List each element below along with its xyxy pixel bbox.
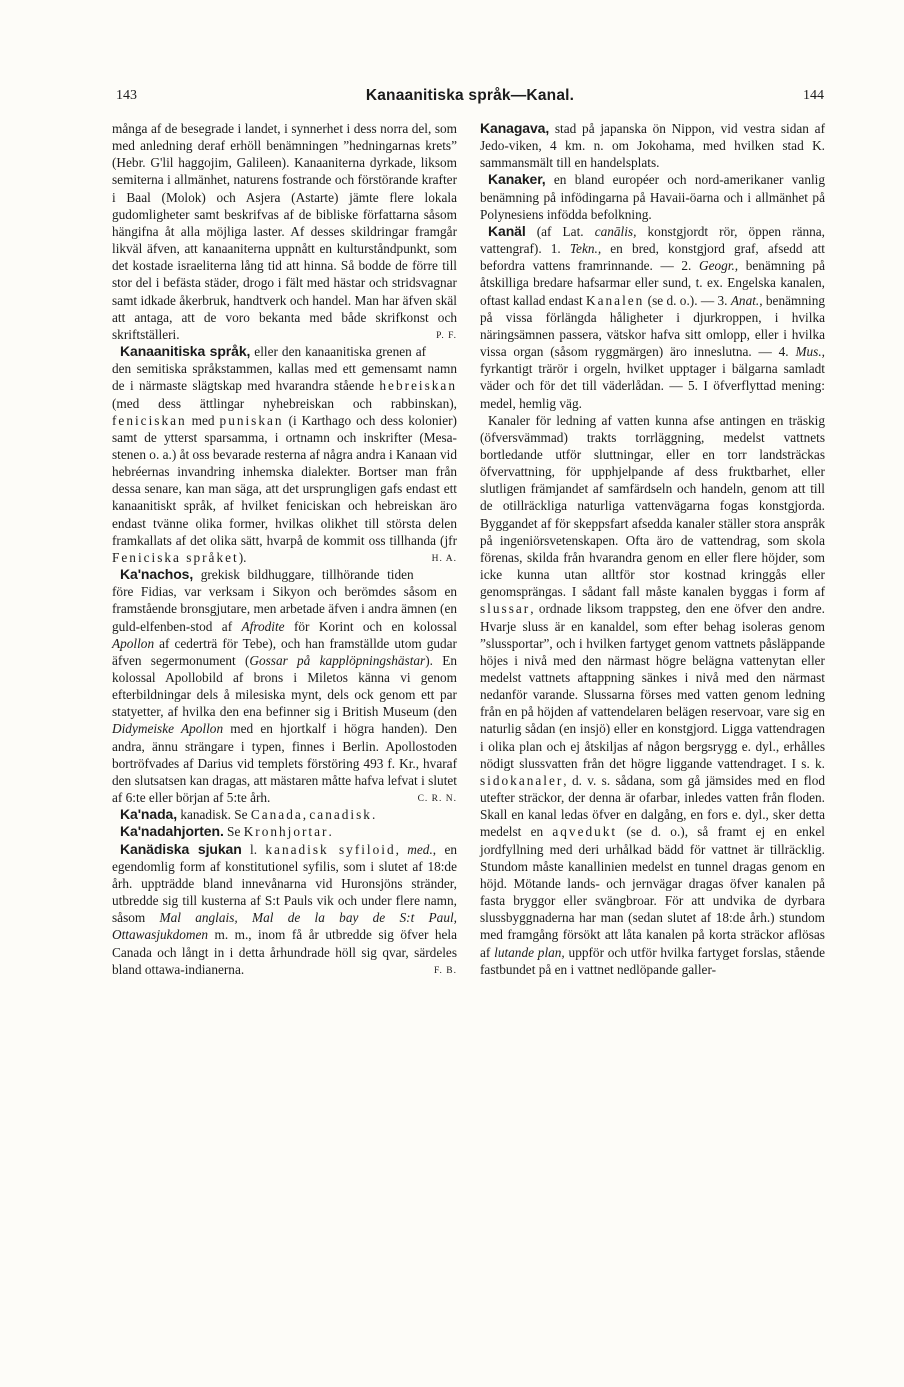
author-signature: H. A. (431, 553, 457, 564)
entry-kanadahjorten: Ka'nadahjorten. Se Kronhjortar. (120, 823, 332, 840)
entry-kanada: Ka'nada, kanadisk. Se Canada, canadisk. (120, 806, 376, 823)
cross-reference: Feniciska språket (112, 549, 239, 565)
entry-kanaaniter-continued: många af de besegrade i landet, i synnerhet i dess norra del, som med anledning deraf erhöll benämningen ”hedningarnas krets” (Hebr. G'lil haggojim, Galileen). Kanaaniterna dyrkade, liksom semiterna i allmänhet, naturens fostrande och förstörande krafter i Baal (Molok) och Asjera (Astarte) jämte flere lokala gudomligheter samt beskrifvas af de bibliske författarna såsom hängifna åt alla möjliga laster. Af desses skildringar framgår likväl äfven, att kanaaniterna uppnått en kulturståndpunkt, som det kostade israeliterna lång tid att hinna. Så bodde de förre till stor del i befästa städer, drogo i fält med hästar och stridsvagnar samt idkade åkerbruk, handtverk och handel. Man har äfven skäl att antaga, att de voro bekanta med både skrifkonst och skriftställeri. P. F. (112, 120, 457, 343)
page-number-right: 144 (803, 88, 824, 103)
author-signature: C. R. N. (417, 794, 457, 805)
left-column (112, 120, 457, 980)
headword: Kanaker, (488, 171, 546, 188)
headword: Kanädiska sjukan (120, 840, 242, 857)
entry-kanaanitiska-sprak: Kanaanitiska språk, eller den kanaanitiska grenen af den semitiska språkstammen, kallas med ett gemensamt namn de i närmaste slägtskap med hvarandra stående hebreiskan (med dess ättlingar nyhebreiskan och rabbinskan), feniciskan med puniskan (i Karthago och dess kolonier) samt de ytterst sparsamma, i ortnamn och inskrifter (Mesa-stenen o. a.) åt oss bevarade resterna af några andra i Kanaan vid hebréernas invandring inhemska dialekter. Bortser man från dessa senare, kan man säga, att det ursprungligen gafs endast ett kanaanitiskt språk, af hvilket feniciskan och hebreiskan äro endast tvänne olika former, hvilkas olikhet till största delen framkallats af det olika sätt, hvarpå de kommit oss tillhanda (jfr Feniciska språket). H. A. (112, 343, 457, 566)
right-column (480, 120, 825, 978)
headword: Ka'nachos, (120, 566, 194, 583)
cross-reference: Canada (250, 807, 303, 823)
page-number-left: 143 (116, 88, 137, 103)
page-header (116, 88, 824, 112)
entry-kanachos: Ka'nachos, grekisk bildhuggare, tillhörande tiden före Fidias, var verksam i Sikyon och berömdes såsom en framstående bronsgjutare, men arbetade äfven i andra ämnen (en guld-elfenben-stod af Afrodite för Korint och en kolossal Apollon af cederträ för Tebe), och han framställde utom gudar äfven segermonument (Gossar på kapplöpningshästar). En kolossal Apollobild af brons i Miletos känna vi genom efterbildningar dels å milesiska mynt, dels ock genom ett par statyetter, af hvilka den ena befinner sig i British Museum (den Didymeiske Apollon med en hjortkalf i högra handen). Den andra, ännu strängare i typen, finnes i Berlin. Apollostoden bortröfvades af Darius vid templets förstöring 493 f. Kr., hvaraf den slutsatsen kan dragas, att mästaren måtte hafva lefvat i slutet af 6:te eller början af 5:te årh. C. R. N. (112, 566, 457, 806)
cross-reference: Kronhjortar (243, 824, 329, 840)
author-signature: P. F. (436, 330, 457, 341)
headword: Kanaanitiska språk, (120, 343, 251, 360)
entry-kanal: Kanäl (af Lat. canālis, konstgjordt rör, öppen ränna, vattengraf). 1. Tekn., en bred, konstgjord graf, afsedd att befordra vattens framrinnande. — 2. Geogr., benämning på åtskilliga bredare hafsarmar eller sund, t. ex. Engelska kanalen, oftast kallad endast Kanalen (se d. o.). — 3. Anat., benämning på vissa förlängda håligheter i djurkroppen, i hvilka näringsämnen passera, vätskor hafva sitt omlopp, eller i hvilka vissa organ (såsom ryggmärgen) äro inneslutna. — 4. Mus., fyrkantigt trärör i orgeln, hvilket upptager i bälgarna samladt väder och för det till väderlådan. — 5. I öfverflyttad mening: medel, hemlig väg. (480, 222, 825, 411)
entry-kanadiska-sjukan: Kanädiska sjukan l. kanadisk syfiloid, med., en egendomlig form af konstitutionel syfilis, som i slutet af 18:de årh. uppträdde bland innevånarna vid Huronsjöns stränder, utbredde sig till kusterna af S:t Pauls vik och under flere namn, såsom Mal anglais, Mal de la bay de S:t Paul, Ottawasjukdomen m. m., inom få år utbredde sig öfver hela Canada och långt in i detta århundrade höll sig qvar, särdeles bland ottawa-indianerna. F. B. (112, 841, 457, 978)
headword: Ka'nada, (120, 806, 177, 823)
author-signature: F. B. (434, 965, 457, 976)
entry-kanaker: Kanaker, en bland européer och nord-amerikaner vanlig benämning på infödingarna på Havaii-öarna och i allmänhet på Polynesiens infödda befolkning. (480, 171, 825, 222)
headword: Kanagava, (480, 120, 550, 136)
headword: Ka'nadahjorten. (120, 823, 224, 840)
entry-kanal-continued: Kanaler för ledning af vatten kunna afse antingen en träskig (öfversvämmad) trakts torrläggning, medelst vattnets bortledande utför sluttningar, eller en torr landsträckas öfvervattning, för upphjelpande af dess fruktbarhet, eller slutligen främjandet af samfärdseln och handeln, genom att till de otillräckliga naturliga vattenvägarna fogas konstgjorda. Byggandet af för skeppsfart afsedda kanaler ställer stora anspråk på ingeniörsvetenskapen. Ofta äro de vattendrag, som skola förenas, skilda från hvarandra genom en eller flere höjder, som icke kunna utan alltför stor kostnad kringgås eller genomsprängas. I sådant fall måste kanalen byggas i form af slussar, ordnade liksom trappsteg, den ene öfver den andre. Hvarje sluss är en kanaldel, som efter behag isoleras genom ”slussportar”, och i hvilken fartyget genom vattnets påsläppande höjes i nivå med den närmast högre belägna vattenytan eller medelst vattnets aftappning sänkes i nivå med den närmast nedanför varande. Slussarna förses med vatten genom ledning från en på höjden af vattendelaren belägen reservoar, vare sig en naturlig sådan (en insjö) eller en konstgjord. Ligga vattendragen i olika plan och ej åtskiljas af någon bergsrygg e. dyl., erhålles nödigt slussvatten från det högre liggande vattendraget. I s. k. sidokanaler, d. v. s. sådana, som gå jämsides med en flod utefter sträckor, der denna är ofarbar, inledes vatten från floden. Skall en kanal ledas öfver en dalgång, en fors e. dyl., sker detta medelst en aqvedukt (se d. o.), så framt ej en enkel jordfyllning med deri urhålkad bädd för vattnet är tillräcklig. Stundom måste kanallinien medelst en tunnel dragas genom en höjd. Mötande lands- och jernvägar dragas öfver kanalen på fasta bryggor eller svängbroar. För att undvika de dyrbara slussbyggnaderna har man (sedan slutet af 18:de årh.) stundom med framgång försökt att låta kanalen på korta sträckor aflösas af lutande plan, uppför och utför hvilka fartyget forslas, stående fastbundet på en i vattnet nedlöpande galler- (480, 412, 825, 977)
entry-kanagava: Kanagava, stad på japanska ön Nippon, vid vestra sidan af Jedo-viken, 4 km. n. om Jokohama, med hvilken stad K. sammansmält till en handelsplats. (480, 120, 825, 171)
headword: Kanäl (488, 222, 526, 239)
running-title: Kanaanitiska språk—Kanal. (365, 87, 575, 104)
